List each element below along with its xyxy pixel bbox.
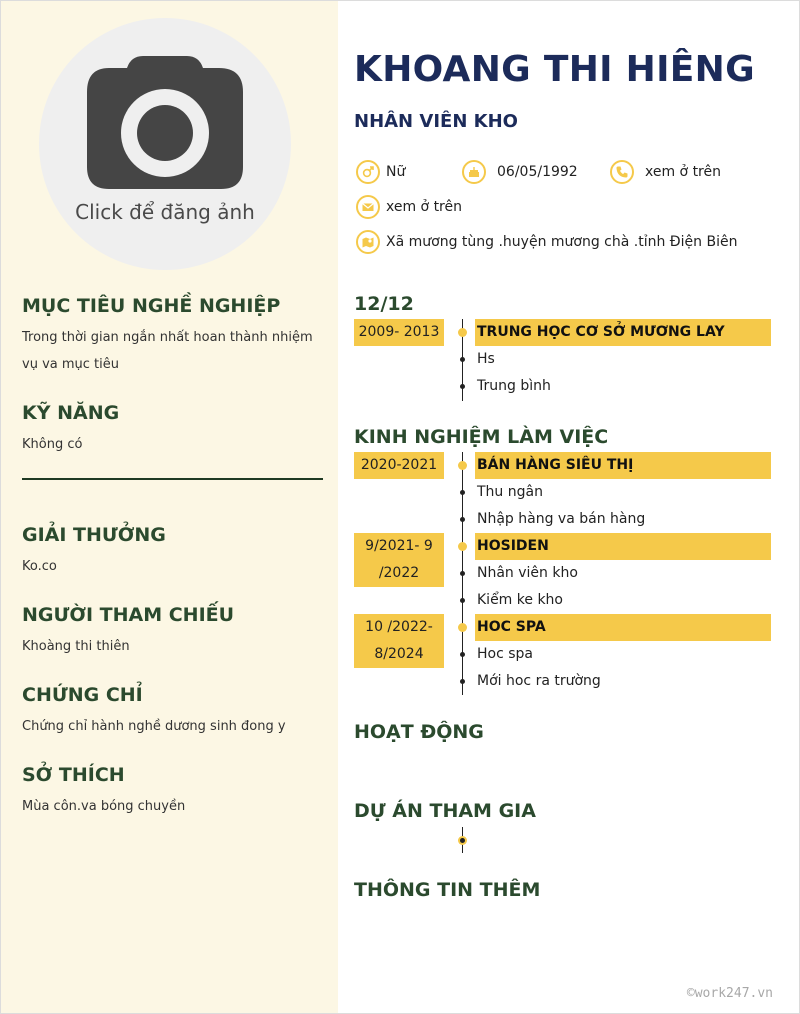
sidebar — [1, 1, 338, 1013]
objective-text: Trong thời gian ngắn nhất hoan thành nhiệm vụ va mục tiêu — [22, 330, 313, 372]
education-detail: Hs — [477, 351, 495, 367]
experience-detail: Kiểm ke kho — [477, 592, 563, 608]
timeline-dot — [458, 542, 467, 551]
experience-date — [354, 452, 444, 479]
timeline-dot — [458, 328, 467, 337]
education-heading: 12/12 — [354, 293, 414, 315]
awards-heading: GIẢI THƯỞNG — [22, 524, 166, 546]
activities-heading: HOẠT ĐỘNG — [354, 721, 484, 743]
watermark: ©work247.vn — [686, 986, 773, 1001]
skills-heading: KỸ NĂNG — [22, 402, 120, 424]
birthday-info — [462, 158, 578, 186]
gender-value: Nữ — [386, 164, 406, 180]
certificates-text: Chứng chỉ hành nghề dương sinh đong y — [22, 719, 286, 734]
photo-upload-label: Click để đăng ảnh — [75, 200, 255, 224]
skills-text: Không có — [22, 437, 83, 452]
experience-company: BÁN HÀNG SIÊU THỊ — [475, 452, 771, 479]
address-value: Xã mương tùng .huyện mương chà .tỉnh Điện Biên — [386, 234, 738, 250]
timeline-bullet — [460, 679, 465, 684]
experience-date-line: 2020-2021 — [360, 457, 438, 473]
timeline-bullet — [460, 571, 465, 576]
education-school: TRUNG HỌC CƠ SỞ MƯƠNG LAY — [475, 319, 771, 346]
experience-detail: Nhập hàng va bán hàng — [477, 511, 646, 527]
email-info — [356, 193, 462, 221]
awards-text: Ko.co — [22, 559, 57, 574]
hobbies-heading: SỞ THÍCH — [22, 764, 125, 786]
experience-date-line: 9/2021- 9 — [365, 538, 433, 554]
references-text: Khoàng thi thiên — [22, 639, 130, 654]
job-title: NHÂN VIÊN KHO — [354, 111, 518, 132]
timeline-bullet — [460, 517, 465, 522]
projects-heading: DỰ ÁN THAM GIA — [354, 800, 536, 822]
phone-info — [610, 158, 721, 186]
birthday-cake-icon — [462, 160, 486, 184]
experience-detail: Nhân viên kho — [477, 565, 578, 581]
timeline-bullet — [460, 357, 465, 362]
experience-date-line: /2022 — [378, 565, 420, 581]
additional-info-heading: THÔNG TIN THÊM — [354, 879, 541, 901]
email-value: xem ở trên — [386, 199, 462, 215]
gender-icon — [356, 160, 380, 184]
experience-date — [354, 533, 444, 587]
photo-upload[interactable] — [39, 18, 291, 270]
phone-value: xem ở trên — [645, 164, 721, 180]
experience-date-line: 10 /2022- — [365, 619, 433, 635]
timeline-dot — [458, 836, 467, 845]
timeline-dot — [458, 461, 467, 470]
timeline-dot — [458, 623, 467, 632]
camera-icon — [87, 54, 243, 189]
hobbies-text: Mùa côn.va bóng chuyền — [22, 799, 186, 814]
birthday-value: 06/05/1992 — [497, 164, 578, 180]
experience-date-line: 8/2024 — [374, 646, 424, 662]
gender-info — [356, 158, 405, 186]
phone-icon — [610, 160, 634, 184]
experience-detail: Thu ngân — [477, 484, 543, 500]
email-icon — [356, 195, 380, 219]
references-heading: NGƯỜI THAM CHIẾU — [22, 604, 235, 626]
education-detail: Trung bình — [477, 378, 551, 394]
timeline-bullet — [460, 598, 465, 603]
experience-heading: KINH NGHIỆM LÀM VIỆC — [354, 426, 609, 448]
timeline-bullet — [460, 490, 465, 495]
timeline-bullet — [460, 384, 465, 389]
timeline-bullet — [460, 652, 465, 657]
location-map-icon — [356, 230, 380, 254]
certificates-heading: CHỨNG CHỈ — [22, 684, 143, 706]
objective-heading: MỤC TIÊU NGHỀ NGHIỆP — [22, 295, 281, 317]
experience-detail: Hoc spa — [477, 646, 533, 662]
experience-company: HOSIDEN — [475, 533, 771, 560]
experience-company: HOC SPA — [475, 614, 771, 641]
experience-date — [354, 614, 444, 668]
skills-divider — [22, 478, 323, 480]
candidate-name: KHOANG THI HIÊNG — [354, 49, 755, 90]
address-info — [356, 228, 737, 256]
education-date: 2009- 2013 — [354, 319, 444, 346]
experience-detail: Mới hoc ra trường — [477, 673, 601, 689]
